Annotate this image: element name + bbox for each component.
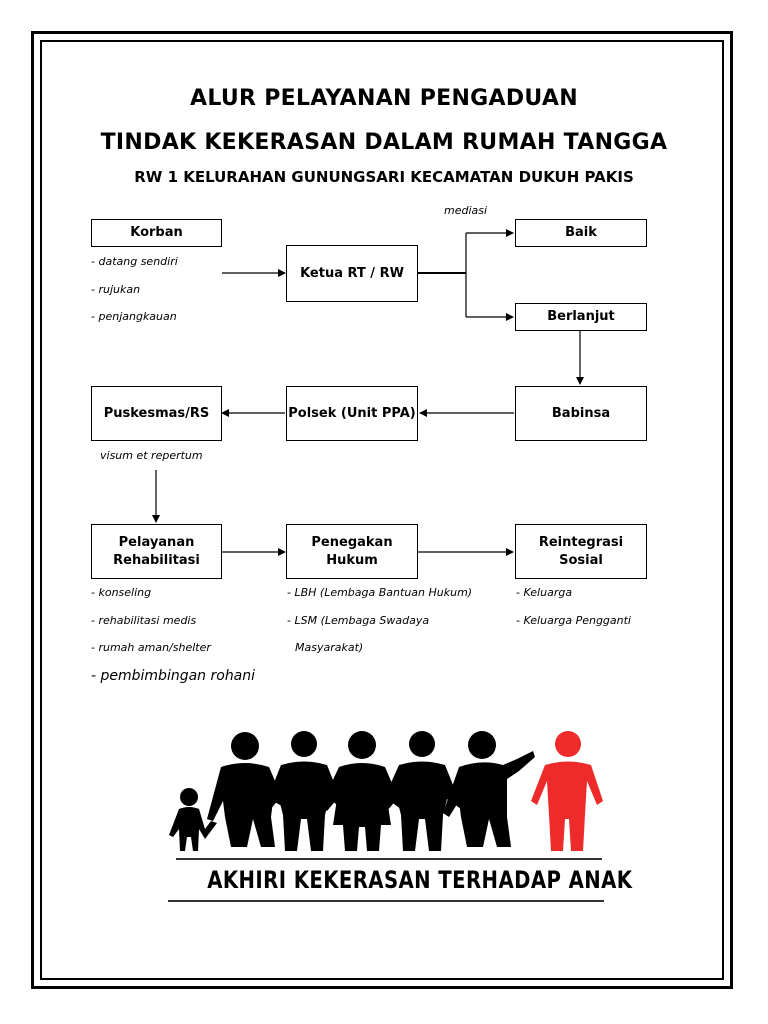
note-rehab-item: - konseling (91, 586, 152, 599)
footer-divider-top (176, 858, 602, 860)
pelayanan-line-2: Rehabilitasi (113, 552, 200, 568)
box-berlanjut: Berlanjut (515, 303, 647, 331)
box-reintegrasi-sosial: Reintegrasi Sosial (515, 524, 647, 579)
note-hukum-item: - LSM (Lembaga Swadaya (287, 614, 430, 627)
note-rehab-item: - rehabilitasi medis (91, 614, 197, 627)
black-figures-group (169, 731, 535, 851)
box-penegakan-hukum (286, 524, 418, 579)
title-line-3: RW 1 KELURAHAN GUNUNGSARI KECAMATAN DUKUH PAKIS (134, 168, 634, 186)
note-korban-item: - penjangkauan (91, 310, 177, 323)
note-mediasi: mediasi (444, 204, 488, 217)
note-hukum-item: Masyarakat) (295, 641, 364, 654)
box-ketua-rt-rw: Ketua RT / RW (286, 245, 418, 302)
box-polsek: Polsek (Unit PPA) (286, 386, 418, 441)
note-rehab-extra: - pembimbingan rohani (91, 668, 256, 684)
box-puskesmas: Puskesmas/RS (91, 386, 222, 441)
box-babinsa: Babinsa (515, 386, 647, 441)
title-line-1: ALUR PELAYANAN PENGADUAN (190, 86, 578, 111)
footer-divider (168, 900, 604, 902)
note-korban-item: - datang sendiri (91, 255, 178, 268)
box-baik: Baik (515, 219, 647, 247)
family-silhouette-illustration (165, 725, 615, 860)
red-figure (531, 731, 603, 851)
box-korban: Korban (91, 219, 222, 247)
penegakan-line-2: Hukum (326, 552, 378, 568)
note-reintegrasi-item: - Keluarga Pengganti (516, 614, 631, 627)
note-korban-item: - rujukan (91, 283, 141, 296)
penegakan-line-1: Penegakan (311, 534, 393, 550)
adult-figure-5 (443, 731, 535, 847)
note-hukum-item: - LBH (Lembaga Bantuan Hukum) (287, 586, 473, 599)
note-visum: visum et repertum (100, 449, 203, 462)
footer-slogan: AKHIRI KEKERASAN TERHADAP ANAK (207, 866, 633, 894)
pelayanan-line-1: Pelayanan (118, 534, 195, 550)
note-rehab-item: - rumah aman/shelter (91, 641, 211, 654)
note-reintegrasi-item: - Keluarga (516, 586, 573, 599)
box-pelayanan-rehabilitasi (91, 524, 222, 579)
title-line-2: TINDAK KEKERASAN DALAM RUMAH TANGGA (100, 130, 668, 155)
